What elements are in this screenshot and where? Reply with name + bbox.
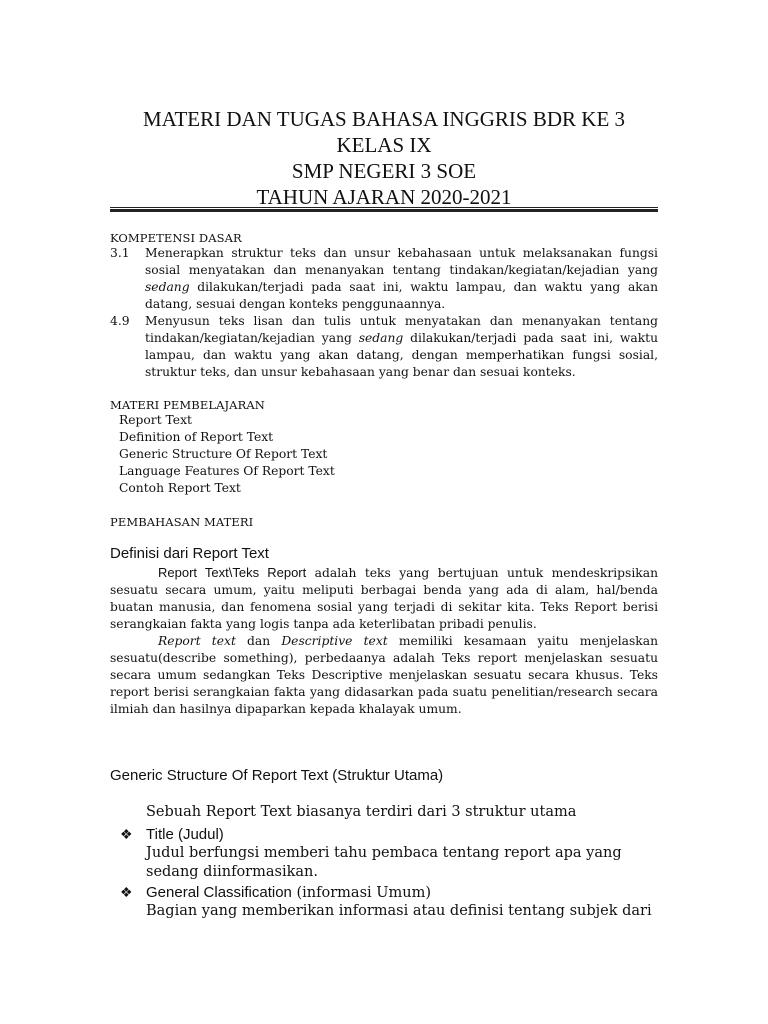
definisi-text: dan bbox=[235, 634, 282, 648]
kompetensi-text: Menyusun teks lisan dan tulis untuk menyatakan dan menanyakan tentang tindakan/kegiatan/kejadian yang bbox=[145, 314, 658, 345]
bullet-label bbox=[146, 883, 431, 903]
title-line-2: KELAS IX bbox=[336, 133, 432, 157]
bullet-label bbox=[146, 825, 224, 845]
materi-item: Definition of Report Text bbox=[119, 430, 274, 444]
materi-heading: MATERI PEMBELAJARAN bbox=[110, 398, 265, 412]
materi-item: Generic Structure Of Report Text bbox=[119, 447, 328, 461]
bullet-term: General Classification bbox=[146, 884, 292, 901]
diamond-bullet-icon: ❖ bbox=[120, 885, 133, 901]
materi-item: Contoh Report Text bbox=[119, 481, 241, 495]
kompetensi-item bbox=[110, 245, 658, 313]
definisi-paragraph-1 bbox=[110, 564, 658, 633]
generic-intro: Sebuah Report Text biasanya terdiri dari 3 struktur utama bbox=[146, 804, 577, 820]
document-title bbox=[110, 106, 658, 210]
bullet-term: Title (Judul) bbox=[146, 826, 224, 843]
definisi-italic: Report text bbox=[158, 634, 236, 648]
kompetensi-item bbox=[110, 313, 658, 381]
definisi-term: Report Text\Teks Report bbox=[158, 565, 307, 580]
definisi-text: memiliki kesamaan yaitu menjelaskan sesuatu(describe something), perbedaanya adalah Teks report menjelaskan sesuatu secara umum sedangkan Teks Descriptive menjelaskan sesuatu secara khusus. Teks report berisi serangkaian fakta yang didasarkan pada suatu penelitian/research secara ilmiah dan hasilnya dipaparkan kepada khalayak umum. bbox=[110, 634, 659, 716]
kompetensi-italic: sedang bbox=[358, 331, 404, 345]
title-divider bbox=[110, 207, 658, 212]
kompetensi-number: 3.1 bbox=[110, 246, 130, 260]
bullet-extra: (informasi Umum) bbox=[291, 885, 431, 901]
kompetensi-text: dilakukan/terjadi pada saat ini, waktu lampau, dan waktu yang akan datang, sesuai dengan konteks penggunaannya. bbox=[145, 280, 658, 311]
title-line-1: MATERI DAN TUGAS BAHASA INGGRIS BDR KE 3 bbox=[142, 107, 626, 131]
title-line-3: SMP NEGERI 3 SOE bbox=[291, 159, 477, 183]
kompetensi-italic: sedang bbox=[145, 280, 190, 294]
title-line-4: TAHUN AJARAN 2020-2021 bbox=[256, 185, 512, 209]
kompetensi-text: Menerapkan struktur teks dan unsur kebahasaan untuk melaksanakan fungsi sosial menyatakan dan menanyakan tentang tindakan/kegiatan/kejadian yang bbox=[145, 246, 658, 277]
kompetensi-heading: KOMPETENSI DASAR bbox=[110, 231, 242, 245]
definisi-text: adalah teks yang bertujuan untuk mendeskripsikan sesuatu secara umum, yaitu meliputi berbagai benda yang ada di alam, hal/benda buatan manusia, dan fenomena sosial yang terjadi di sekitar kita. Teks Report berisi serangkaian fakta yang logis tanpa ada keterlibatan pribadi penulis. bbox=[110, 566, 658, 631]
pembahasan-heading: PEMBAHASAN MATERI bbox=[110, 515, 254, 529]
materi-list bbox=[119, 412, 335, 497]
diamond-bullet-icon: ❖ bbox=[120, 827, 133, 843]
materi-item: Report Text bbox=[119, 413, 192, 427]
kompetensi-number: 4.9 bbox=[110, 314, 130, 328]
bullet-description: Judul berfungsi memberi tahu pembaca tentang report apa yang sedang diinformasikan. bbox=[146, 845, 622, 880]
generic-heading: Generic Structure Of Report Text (Struktur Utama) bbox=[110, 767, 444, 784]
bullet-description: Bagian yang memberikan informasi atau definisi tentang subjek dari bbox=[146, 903, 652, 919]
materi-item: Language Features Of Report Text bbox=[119, 464, 335, 478]
kompetensi-list bbox=[110, 245, 658, 381]
kompetensi-text: dilakukan/terjadi pada saat ini, waktu lampau, dan waktu yang akan datang, dengan memperhatikan fungsi sosial, struktur teks, dan unsur kebahasaan yang benar dan sesuai konteks. bbox=[145, 331, 659, 379]
definisi-body bbox=[110, 564, 658, 718]
definisi-italic: Descriptive text bbox=[281, 634, 388, 648]
definisi-heading: Definisi dari Report Text bbox=[110, 545, 269, 562]
definisi-paragraph-2 bbox=[110, 633, 658, 718]
